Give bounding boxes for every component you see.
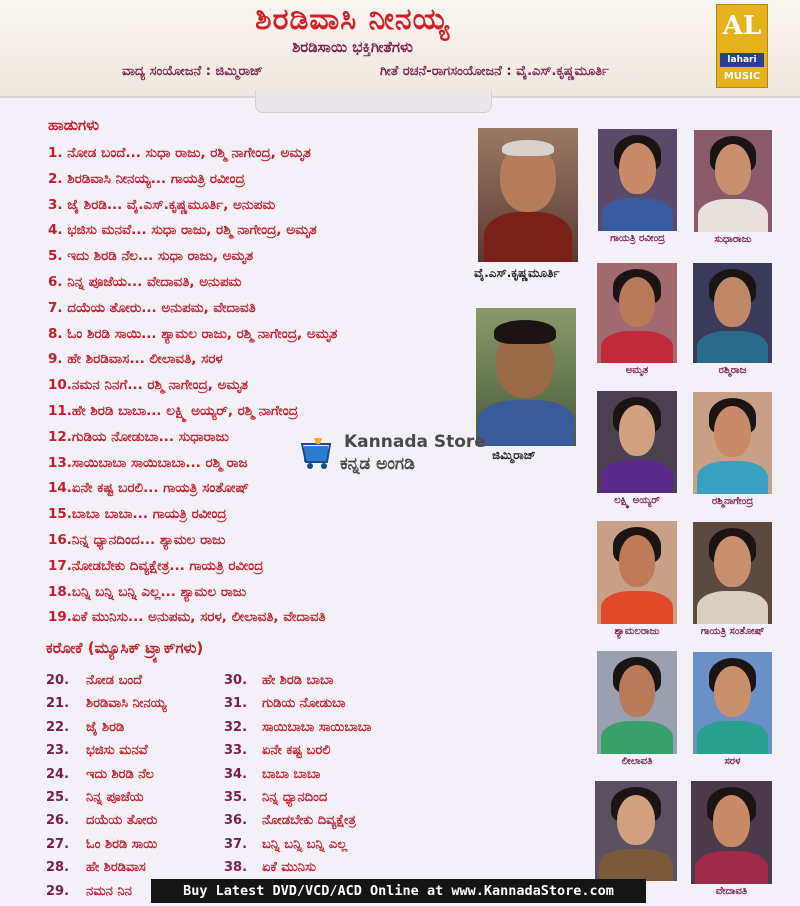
photo-jimmy-raj xyxy=(476,308,576,446)
karaoke-number: 36. xyxy=(224,813,248,829)
photo-gayatri-ravindra xyxy=(598,129,677,231)
caption-sarala: ಸರಳ xyxy=(724,756,741,767)
logo-sub: MUSIC xyxy=(723,71,761,82)
caption-gayatri-santhosh: ಗಾಯತ್ರಿ ಸಂತೋಷ್ xyxy=(700,626,765,637)
karaoke-number: 27. xyxy=(46,836,70,852)
karaoke-track: ಏನೇ ಕಷ್ಟ ಬರಲಿ xyxy=(262,743,331,759)
karaoke-number: 24. xyxy=(46,766,70,782)
song-item: 17.ನೋಡಬೇಕು ದಿವ್ಯಕ್ಷೇತ್ರ... ಗಾಯತ್ರಿ ರವೀಂದ್ರ xyxy=(48,557,264,574)
song-item: 4. ಭಜಿಸು ಮನವೆ... ಸುಧಾ ರಾಜು, ರಶ್ಮಿ ನಾಗೇಂದ್ರ, ಅಮೃತ xyxy=(48,222,317,239)
karaoke-track: ಶಿರಡಿವಾಸಿ ನೀನಯ್ಯ xyxy=(86,696,167,712)
song-item: 13.ಸಾಯಿಬಾಬಾ ಸಾಯಿಬಾಬಾ... ರಶ್ಮಿ ರಾಜ xyxy=(48,454,248,471)
karaoke-track: ಏಕೆ ಮುನಿಸು xyxy=(262,860,317,876)
photo-amrutha xyxy=(597,263,677,363)
karaoke-number: 25. xyxy=(46,790,70,805)
photo-anupama-placeholder xyxy=(595,781,677,881)
cover-header xyxy=(0,0,800,98)
karaoke-track: ನೋಡ ಬಂದೆ xyxy=(86,673,143,688)
song-item: 6. ನಿನ್ನ ಪೂಜೆಯ... ವೇದಾವತಿ, ಅನುಪಮ xyxy=(48,274,242,290)
karaoke-track: ಗುಡಿಯ ನೋಡುಬಾ xyxy=(262,696,346,712)
photo-gayatri-santhosh xyxy=(693,522,772,624)
photo-shyamala-raju xyxy=(597,521,677,624)
song-item: 10.ನಮನ ನಿನಗೆ... ರಶ್ಮಿ ನಾಗೇಂದ್ರ, ಅಮೃತ xyxy=(48,377,249,394)
song-item: 15.ಬಾಬಾ ಬಾಬಾ... ಗಾಯತ್ರಿ ರವೀಂದ್ರ xyxy=(48,506,227,523)
karaoke-number: 31. xyxy=(224,696,248,712)
song-item: 8. ಓಂ ಶಿರಡಿ ಸಾಯಿ... ಶ್ಯಾಮಲ ರಾಜು, ರಶ್ಮಿ ನಾಗೇಂದ್ರ, ಅಮೃತ xyxy=(48,325,338,342)
karaoke-track: ಹೇ ಶಿರಡಿವಾಸ xyxy=(86,860,146,876)
song-item: 5. ಇದು ಶಿರಡಿ ನೆಲ... ಸುಧಾ ರಾಜು, ಅಮೃತ xyxy=(48,248,254,265)
caption-lakshmi-iyer: ಲಕ್ಷ್ಮಿ ಅಯ್ಯರ್ xyxy=(614,495,660,506)
song-item: 18.ಬನ್ನಿ ಬನ್ನಿ ಬನ್ನಿ ಎಲ್ಲ... ಶ್ಯಾಮಲ ರಾಜು xyxy=(48,583,247,600)
songs-heading: ಹಾಡುಗಳು xyxy=(48,116,100,134)
watermark-line2: ಕನ್ನಡ ಅಂಗಡಿ xyxy=(340,454,415,474)
karaoke-number: 34. xyxy=(224,766,248,782)
caption-rashmi-nagendra: ರಶ್ಮಿನಾಗೇಂದ್ರ xyxy=(711,496,754,507)
karaoke-track: ಓಂ ಶಿರಡಿ ಸಾಯಿ xyxy=(86,836,158,852)
karaoke-track: ದಯೆಯ ತೋರು xyxy=(86,813,158,829)
caption-shyamala-raju: ಶ್ಯಾಮಲರಾಜು xyxy=(614,626,660,637)
photo-ys-krishnamurthy xyxy=(478,128,578,262)
music-credit: ವಾದ್ಯ ಸಂಯೋಜನೆ : ಜಿಮ್ಮಿರಾಜ್ xyxy=(122,64,263,79)
karaoke-heading: ಕರೋಕೆ (ಮ್ಯೂಸಿಕ್ ಟ್ರ್ಯಾಕ್‌ಗಳು) xyxy=(46,639,204,657)
karaoke-track: ನಿನ್ನ ಧ್ಯಾನದಿಂದ xyxy=(262,790,328,805)
karaoke-track: ಬಾಬಾ ಬಾಬಾ xyxy=(262,766,321,782)
photo-vedavathi xyxy=(691,781,772,884)
karaoke-number: 38. xyxy=(224,860,248,876)
caption-jimmy-raj: ಜಿಮ್ಮಿರಾಜ್ xyxy=(492,448,536,462)
karaoke-track: ಹೇ ಶಿರಡಿ ಬಾಬಾ xyxy=(262,673,334,688)
song-item: 2. ಶಿರಡಿವಾಸಿ ನೀನಯ್ಯ... ಗಾಯತ್ರಿ ರವೀಂದ್ರ xyxy=(48,170,245,187)
karaoke-number: 22. xyxy=(46,719,70,735)
song-item: 1. ನೋಡ ಬಂದೆ... ಸುಧಾ ರಾಜು, ರಶ್ಮಿ ನಾಗೇಂದ್ರ, ಅಮೃತ xyxy=(48,145,311,161)
karaoke-track: ಜೈ ಶಿರಡಿ xyxy=(86,719,125,735)
caption-leelavathi: ಲೀಲಾವತಿ xyxy=(621,756,653,767)
album-title: ಶಿರಡಿವಾಸಿ ನೀನಯ್ಯ xyxy=(255,2,450,37)
karaoke-track: ನೋಡಬೇಕು ದಿವ್ಯಕ್ಷೇತ್ರ xyxy=(262,813,356,829)
song-item: 9. ಹೇ ಶಿರಡಿವಾಸ... ಲೀಲಾವತಿ, ಸರಳ xyxy=(48,351,223,368)
song-item: 12.ಗುಡಿಯ ನೋಡುಬಾ... ಸುಧಾರಾಜು xyxy=(48,428,229,445)
karaoke-number: 21. xyxy=(46,696,70,712)
album-subtitle: ಶಿರಡಿಸಾಯಿ ಭಕ್ತಿಗೀತೆಗಳು xyxy=(292,38,413,56)
caption-ys-krishnamurthy: ವೈ.ಎಸ್.ಕೃಷ್ಣಮೂರ್ತಿ xyxy=(474,266,560,280)
karaoke-number: 30. xyxy=(224,673,248,688)
logo-mark: AL xyxy=(722,11,762,41)
caption-vedavathi: ವೇದಾವತಿ xyxy=(715,886,748,897)
karaoke-track: ನಮನ ನಿನ xyxy=(86,883,132,899)
song-item: 16.ನಿನ್ನ ಧ್ಯಾನದಿಂದ... ಶ್ಯಾಮಲ ರಾಜು xyxy=(48,532,226,548)
photo-leelavathi xyxy=(597,651,677,754)
logo-brand: lahari xyxy=(720,53,764,67)
song-item: 3. ಜೈ ಶಿರಡಿ... ವೈ.ಎಸ್.ಕೃಷ್ಣಮೂರ್ತಿ, ಅನುಪಮ xyxy=(48,196,276,213)
karaoke-track: ಇದು ಶಿರಡಿ ನೆಲ xyxy=(86,766,154,782)
karaoke-number: 37. xyxy=(224,836,248,852)
song-item: 14.ಏನೇ ಕಷ್ಟ ಬರಲಿ... ಗಾಯತ್ರಿ ಸಂತೋಷ್ xyxy=(48,480,249,497)
photo-sarala xyxy=(693,652,772,754)
sleeve-tab xyxy=(255,90,492,113)
karaoke-track: ಬನ್ನಿ ಬನ್ನಿ ಬನ್ನಿ ಎಲ್ಲ xyxy=(262,836,348,852)
karaoke-number: 29. xyxy=(46,883,70,899)
karaoke-track: ನಿನ್ನ ಪೂಜೆಯ xyxy=(86,790,144,805)
karaoke-track: ಭಜಿಸು ಮನವೆ xyxy=(86,743,148,759)
karaoke-track: ಸಾಯಿಬಾಬಾ ಸಾಯಿಬಾಬಾ xyxy=(262,719,372,735)
caption-amrutha: ಅಮೃತ xyxy=(625,365,649,376)
photo-sudha-raju xyxy=(694,130,772,232)
karaoke-number: 26. xyxy=(46,813,70,829)
song-item: 11.ಹೇ ಶಿರಡಿ ಬಾಬಾ... ಲಕ್ಷ್ಮಿ ಅಯ್ಯರ್, ರಶ್ಮಿ ನಾಗೇಂದ್ರ xyxy=(48,403,299,419)
photo-rashmi-nagendra xyxy=(693,392,772,494)
karaoke-number: 23. xyxy=(46,743,70,759)
store-banner[interactable]: Buy Latest DVD/VCD/ACD Online at www.KannadaStore.com xyxy=(151,879,646,903)
photo-lakshmi-iyer xyxy=(597,391,677,493)
watermark-line1: Kannada Store xyxy=(344,432,486,452)
song-item: 7. ದಯೆಯ ತೋರು... ಅನುಪಮ, ವೇದಾವತಿ xyxy=(48,299,256,316)
karaoke-number: 20. xyxy=(46,673,70,688)
karaoke-number: 32. xyxy=(224,719,248,735)
karaoke-number: 28. xyxy=(46,860,70,876)
caption-gayatri-ravindra: ಗಾಯತ್ರಿ ರವೀಂದ್ರ xyxy=(610,233,665,244)
song-item: 19.ಏಕೆ ಮುನಿಸು... ಅನುಪಮ, ಸರಳ, ಲೀಲಾವತಿ, ವೇದಾವತಿ xyxy=(48,609,326,626)
caption-rashmi-raja: ರಶ್ಮಿರಾಜ xyxy=(718,365,747,376)
photo-rashmi-raja xyxy=(693,263,772,363)
lahari-logo xyxy=(716,4,768,88)
karaoke-number: 35. xyxy=(224,790,248,805)
shopping-cart-icon xyxy=(300,434,334,470)
caption-sudha-raju: ಸುಧಾರಾಜು xyxy=(714,234,752,245)
lyrics-credit: ಗೀತೆ ರಚನೆ-ರಾಗಸಂಯೋಜನೆ : ವೈ.ಎಸ್.ಕೃಷ್ಣಮೂರ್ತಿ xyxy=(380,64,609,79)
karaoke-number: 33. xyxy=(224,743,248,759)
